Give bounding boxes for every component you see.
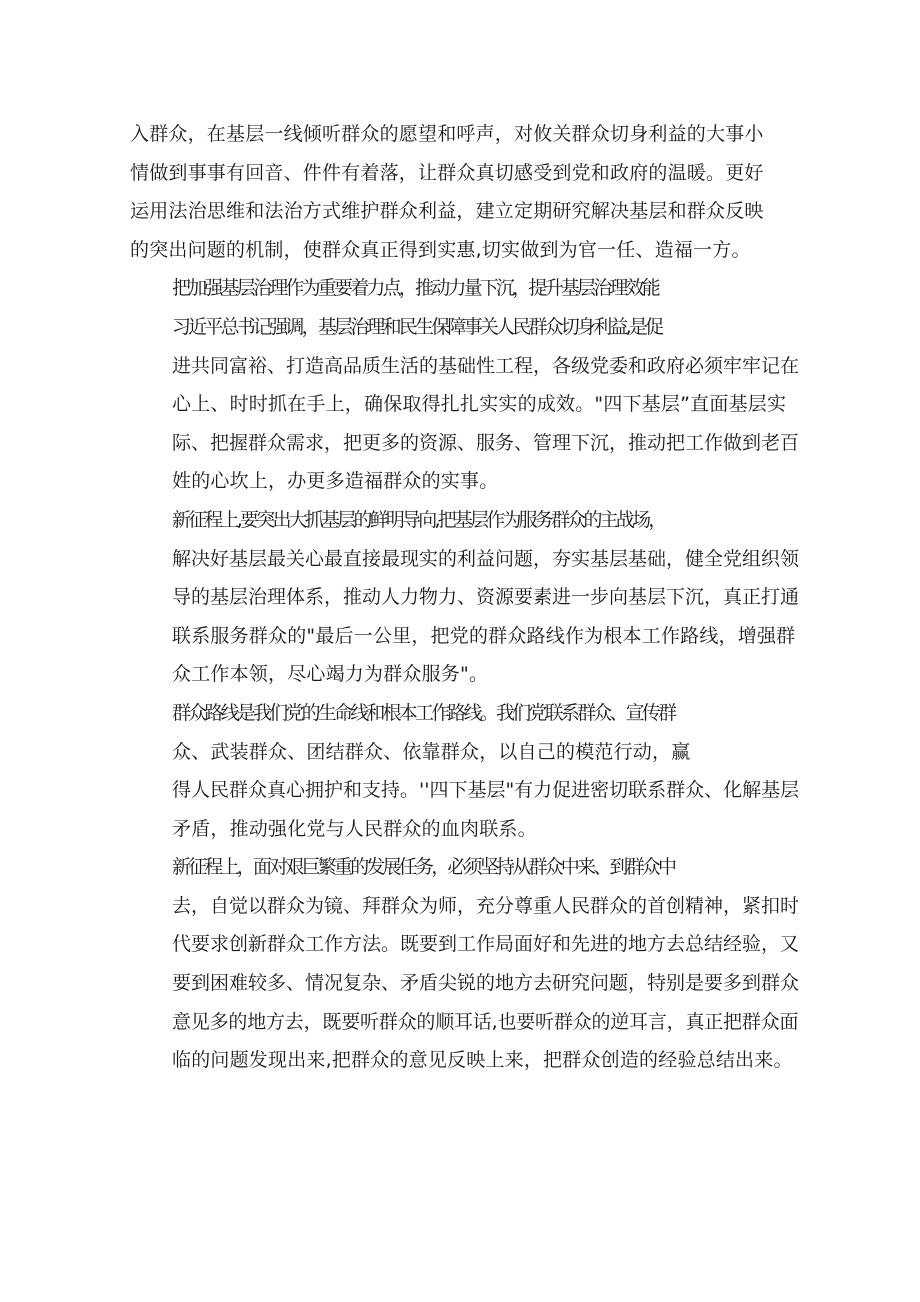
- text-line: 去，自觉以群众为镜、拜群众为师，充分尊重人民群众的首创精神，紧扣时: [172, 894, 800, 917]
- text-line: 入群众，在基层一线倾听群众的愿望和呼声，对攸关群众切身利益的大事小: [130, 123, 764, 145]
- text-line: 运用法治思维和法治方式维护群众利益，建立定期研究解决基层和群众反映: [130, 200, 764, 223]
- paragraph: [130, 115, 800, 269]
- text-line: 姓的心坎上，办更多造福群众的实事。: [172, 470, 499, 493]
- paragraph: [130, 501, 800, 694]
- text-line: 的突出问题的机制，使群众真正得到实惠,切实做到为官一任、造福一方。: [130, 238, 751, 261]
- text-line: 临的问题发现出来,把群众的意见反映上来，把群众创造的经验总结出来。: [172, 1049, 793, 1072]
- paragraph: [130, 308, 800, 501]
- text-line: 要到困难较多、情况复杂、矛盾尖锐的地方去研究问题，特别是要多到群众: [172, 972, 800, 995]
- text-line: 众工作本领，尽心竭力为群众服务"。: [172, 663, 489, 686]
- paragraph: [130, 269, 800, 308]
- text-line: 把加强基层治理作为重要着力点，推动力量下沉，提升基层治理效能: [172, 277, 659, 300]
- text-line: 导的基层治理体系，推动人力物力、资源要素进一步向基层下沉，真正打通: [172, 586, 800, 609]
- document-body: [130, 115, 800, 1080]
- text-line: 情做到事事有回音、件件有着落，让群众真切感受到党和政府的温暖。更好: [130, 161, 764, 184]
- text-line: 习近平总书记强调，基层治理和民生保障事关人民群众切身利益,是促: [172, 315, 662, 338]
- text-line: 进共同富裕、打造高品质生活的基础性工程，各级党委和政府必须牢牢记在: [172, 354, 800, 377]
- text-line: 群众路线是我们党的生命线和根本工作路线。我们党联系群众、宣传群: [172, 701, 675, 724]
- text-line: 新征程上,要突出大抓基层的鲜明导向,把基层作为服务群众的主战场，: [172, 508, 665, 531]
- paragraph: [130, 848, 800, 1080]
- text-line: 意见多的地方去，既要听群众的顺耳话,也要听群众的逆耳言，真正把群众面: [172, 1010, 799, 1033]
- text-line: 际、把握群众需求，把更多的资源、服务、管理下沉，推动把工作做到老百: [172, 431, 800, 454]
- text-line: 心上、时时抓在手上，确保取得扎扎实实的成效。"四下基层”直面基层实: [172, 393, 787, 416]
- text-line: 解决好基层最关心最直接最现实的利益问题，夯实基层基础，健全党组织领: [172, 547, 800, 570]
- text-line: 得人民群众真心拥护和支持。''四下基层"有力促进密切联系群众、化解基层: [172, 779, 800, 802]
- text-line: 代要求创新群众工作方法。既要到工作局面好和先进的地方去总结经验，又: [172, 933, 800, 956]
- text-line: 众、武装群众、团结群众、依靠群众，以自己的模范行动，赢: [172, 740, 691, 763]
- text-line: 新征程上，面对艰巨繁重的发展任务，必须坚持从群众中来、到群众中: [172, 856, 675, 879]
- text-line: 矛盾，推动强化党与人民群众的血肉联系。: [172, 817, 537, 840]
- paragraph: [130, 694, 800, 848]
- text-line: 联系服务群众的"最后一公里，把党的群众路线作为根本工作路线，增强群: [172, 624, 796, 647]
